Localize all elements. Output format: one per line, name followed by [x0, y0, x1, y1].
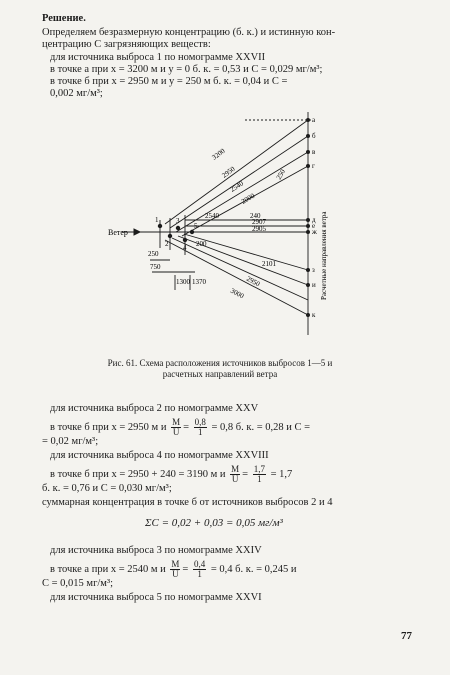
point-label-8: и	[312, 281, 316, 289]
frac-value-den-2: 1	[257, 474, 262, 484]
dist-label-6: 2907	[252, 218, 266, 226]
block3-line-1: для источника выброса 3 по номограмме XXIV	[50, 545, 262, 556]
fraction-m-u-2	[230, 465, 240, 484]
wind-label: Ветер	[108, 228, 128, 237]
dist-label-9: 200	[196, 240, 207, 248]
frac-value-num-3: 0,4	[193, 559, 206, 569]
frac-value-num-2: 1,7	[253, 464, 265, 474]
intro-line-1: Определяем безразмерную концентрацию (б. к.) и истинную кон-	[42, 27, 336, 38]
block3-l2-post: = 0,4 б. к. = 0,245 и	[210, 563, 297, 575]
fraction-m-u	[171, 418, 181, 437]
dist-label-1: 2950	[220, 164, 237, 180]
source-num-4: 5	[194, 222, 198, 230]
block2-l2-post: = 0,8 б. к. = 0,28 и C =	[211, 421, 311, 433]
dist-label-16: 3000	[229, 286, 246, 301]
point-label-2: в	[312, 148, 316, 156]
block2-l5-post: = 1,7	[270, 468, 293, 480]
page-number: 77	[401, 630, 412, 642]
caption-line-1: Рис. 61. Схема расположения источников выбросов 1—5 и	[107, 358, 333, 368]
point-label-6: ж	[312, 228, 317, 236]
block2-l5-pre: в точке б при x = 2950 + 240 = 3190 м и	[50, 468, 226, 480]
block2-line-3: = 0,02 мг/м³;	[42, 436, 99, 447]
dist-label-10: 250	[148, 250, 159, 258]
block1-line-4: 0,002 мг/м³;	[50, 88, 103, 99]
block1-line-2: в точке a при x = 3200 м и y = 0 б. к. = 0,53 и C = 0,029 мг/м³;	[50, 64, 323, 75]
frac-value-den: 1	[198, 427, 203, 437]
block2-line-6: б. к. = 0,76 и C = 0,030 мг/м³;	[42, 483, 172, 494]
block2-line-5: в точке б при x = 2950 + 240 = 3190 м и $\frac{M}{U}$ = $\frac{1,7}{1}$ = 1,7	[50, 464, 293, 484]
block1-line-3: в точке б при x = 2950 м и y = 250 м б. к. = 0,04 и C =	[50, 76, 288, 87]
source-layout-diagram	[0, 100, 450, 360]
source-num-1: 2	[165, 240, 169, 248]
dist-label-4: 250	[274, 167, 287, 181]
point-label-0: a	[312, 116, 316, 124]
fraction-value-2	[253, 465, 266, 484]
dist-label-0: 3200	[210, 146, 227, 162]
frac-num-2: M	[231, 464, 240, 474]
frac-num-3: M	[171, 559, 180, 569]
block2-line-7: суммарная концентрация в точке б от источников выбросов 2 и 4	[42, 497, 333, 508]
block2-l2-pre: в точке б при x = 2950 м и	[50, 421, 167, 433]
dist-label-5: 240	[250, 212, 261, 220]
dist-label-12: 1300	[176, 278, 190, 286]
dist-label-14: 2101	[262, 260, 276, 268]
dist-label-11: 750	[150, 263, 161, 271]
dist-label-8: 2540	[205, 212, 219, 220]
block2-line-4: для источника выброса 4 по номограмме XXVIII	[50, 450, 269, 461]
frac-value-num: 0,8	[194, 417, 206, 427]
point-label-4: д	[312, 216, 316, 224]
point-label-7: з	[312, 266, 315, 274]
vertical-label: Расчетные направления ветра	[320, 211, 328, 300]
source-num-2: 3	[176, 217, 180, 225]
section-title: Решение.	[42, 13, 86, 24]
point-label-1: б	[312, 132, 316, 140]
block2-line-2: в точке б при x = 2950 м и $\frac{M}{U}$ = $\frac{0,8}{1}$ = 0,8 б. к. = 0,28 и C =	[50, 417, 311, 437]
frac-den-2: U	[231, 474, 239, 484]
figure-caption	[70, 358, 370, 380]
fraction-m-u-3	[170, 560, 180, 579]
dist-label-3: 2000	[240, 191, 257, 206]
block2-line-1: для источника выброса 2 по номограмме XXV	[50, 403, 259, 414]
frac-num: M	[172, 417, 181, 427]
block3-line-3: C = 0,015 мг/м³;	[42, 578, 114, 589]
source-num-3: 4	[183, 244, 187, 252]
frac-den-3: U	[172, 569, 179, 579]
dist-label-2: 2540	[228, 179, 245, 194]
dist-label-7: 2905	[252, 225, 266, 233]
sum-equation: ΣC = 0,02 + 0,03 = 0,05 мг/м³	[145, 517, 283, 529]
block1-line-1: для источника выброса 1 по номограмме XXVII	[50, 52, 266, 63]
frac-den: U	[172, 427, 180, 437]
caption-line-2: расчетных направлений ветра	[162, 369, 278, 379]
point-label-3: г	[312, 162, 315, 170]
point-label-9: к	[312, 311, 316, 319]
source-num-0: 1	[155, 216, 159, 224]
point-label-5: е	[312, 222, 316, 230]
block3-line-4: для источника выброса 5 по номограмме XXVI	[50, 592, 262, 603]
block3-l2-pre: в точке a при x = 2540 м и	[50, 563, 166, 575]
dist-label-13: 1370	[192, 278, 206, 286]
fraction-value	[194, 418, 207, 437]
block3-line-2: в точке a при x = 2540 м и $\frac{M}{U}$ = $\frac{0,4}{1}$ = 0,4 б. к. = 0,245 и	[50, 559, 297, 579]
frac-value-den-3: 1	[197, 569, 202, 579]
dist-label-15: 2950	[245, 274, 262, 289]
intro-line-2: центрацию C загрязняющих веществ:	[42, 39, 211, 50]
fraction-value-3	[193, 560, 206, 579]
